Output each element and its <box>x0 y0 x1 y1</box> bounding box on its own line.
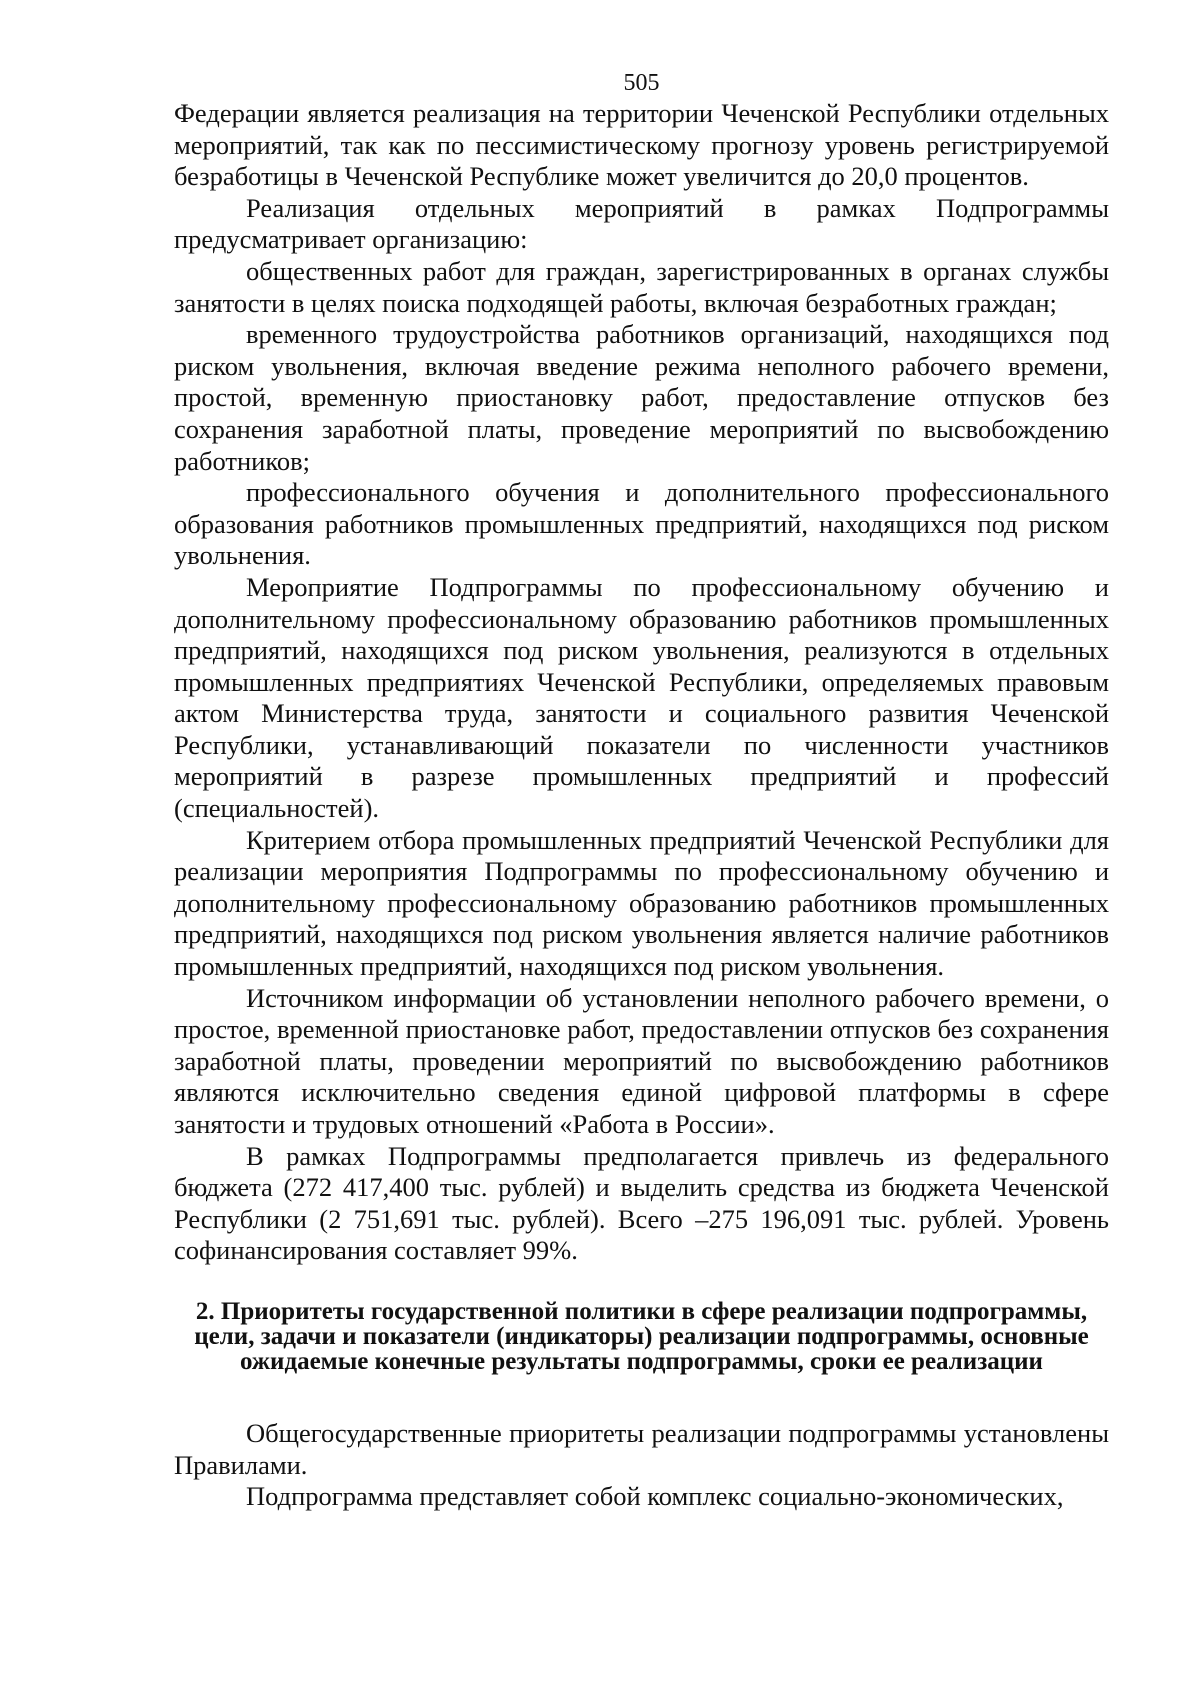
paragraph-7: Критерием отбора промышленных предприятий Чеченской Республики для реализации мероприятия Подпрограммы по профессиональному обучению и дополнительному профессиональному образованию работников промышленных предприятий, находящихся под риском увольнения является наличие работников промышленных предприятий, находящихся под риском увольнения. <box>174 824 1109 982</box>
paragraph-6: Мероприятие Подпрограммы по профессиональному обучению и дополнительному профессиональному образованию работников промышленных предприятий, находящихся под риском увольнения, реализуются в отдельных промышленных предприятиях Чеченской Республики, определяемых правовым актом Министерства труда, занятости и социального развития Чеченской Республики, устанавливающий показатели по численности участников мероприятий в разрезе промышленных предприятий и профессий (специальностей). <box>174 571 1109 824</box>
paragraph-2: Реализация отдельных мероприятий в рамках Подпрограммы предусматривает организацию: <box>174 192 1109 255</box>
paragraph-1: Федерации является реализация на территории Чеченской Республики отдельных мероприятий, так как по пессимистическому прогнозу уровень регистрируемой безработицы в Чеченской Республике может увеличится до 20,0 процентов. <box>174 98 1109 192</box>
paragraph-10: Общегосударственные приоритеты реализации подпрограммы установлены Правилами. <box>174 1417 1109 1480</box>
paragraph-3: общественных работ для граждан, зарегистрированных в органах службы занятости в целях поиска подходящей работы, включая безработных граждан; <box>174 255 1109 318</box>
section-heading: 2. Приоритеты государственной политики в сфере реализации подпрограммы, цели, задачи и показатели (индикаторы) реализации подпрограммы, основные ожидаемые конечные результаты подпрограммы, сроки ее реализации <box>194 1297 1089 1375</box>
page-number: 505 <box>623 70 660 96</box>
paragraph-9: В рамках Подпрограммы предполагается привлечь из федерального бюджета (272 417,400 тыс. рублей) и выделить средства из бюджета Чеченской Республики (2 751,691 тыс. рублей). Всего –275 196,091 тыс. рублей. Уровень софинансирования составляет 99%. <box>174 1140 1109 1266</box>
paragraph-4: временного трудоустройства работников организаций, находящихся под риском увольнения, включая введение режима неполного рабочего времени, простой, временную приостановку работ, предоставление отпусков без сохранения заработной платы, проведение мероприятий по высвобождению работников; <box>174 319 1109 476</box>
paragraph-5: профессионального обучения и дополнительного профессионального образования работников промышленных предприятий, находящихся под риском увольнения. <box>174 477 1109 571</box>
paragraph-11: Подпрограмма представляет собой комплекс социально-экономических, <box>246 1481 1064 1512</box>
paragraph-8: Источником информации об установлении неполного рабочего времени, о простое, временной приостановке работ, предоставлении отпусков без сохранения заработной платы, проведении мероприятий по высвобождению работников являются исключительно сведения единой цифровой платформы в сфере занятости и трудовых отношений «Работа в России». <box>174 982 1109 1139</box>
